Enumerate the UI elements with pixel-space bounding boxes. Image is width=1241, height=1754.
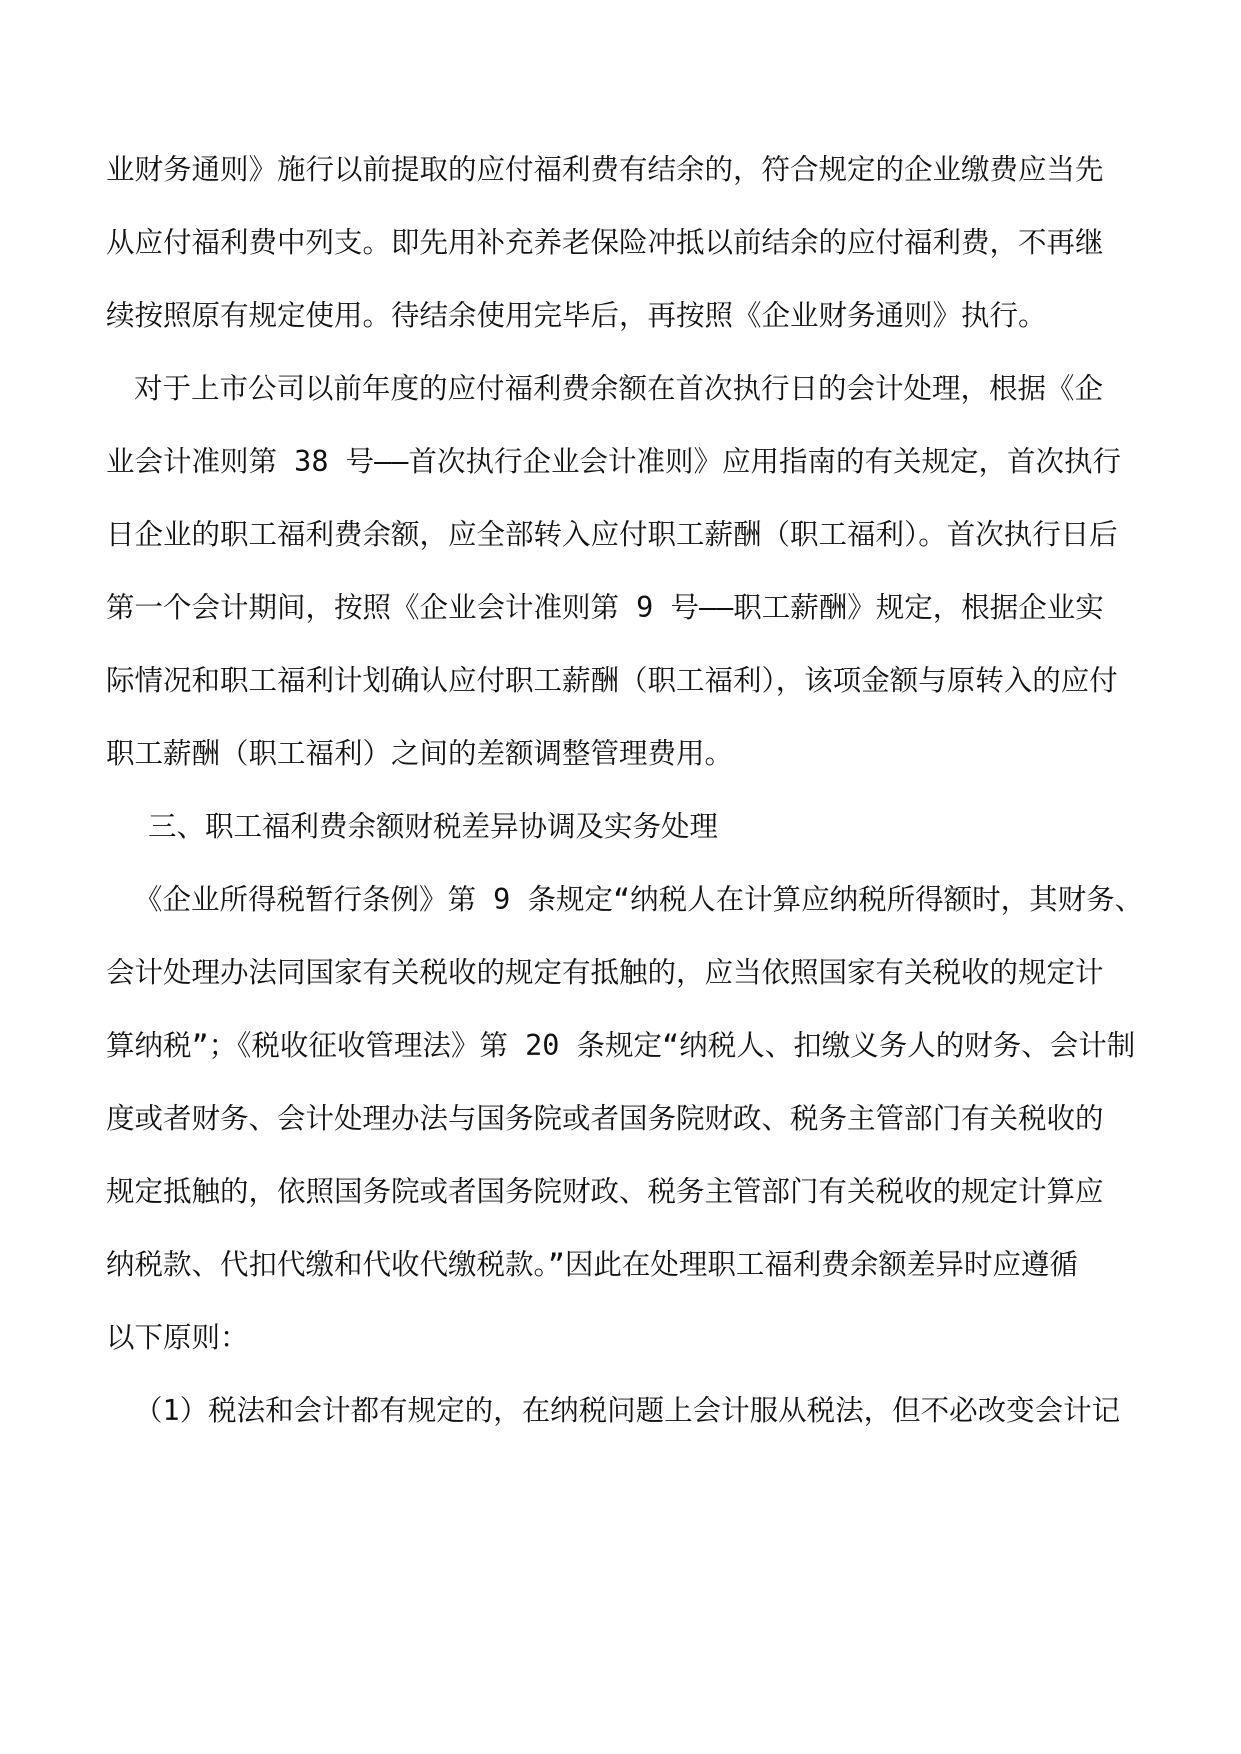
- paragraph-line: 业财务通则》施行以前提取的应付福利费有结余的，符合规定的企业缴费应当先: [106, 153, 1104, 186]
- paragraph-line: 《企业所得税暂行条例》第 9 条规定“纳税人在计算应纳税所得额时，其财务、: [134, 883, 1144, 916]
- paragraph-line: 续按照原有规定使用。待结余使用完毕后，再按照《企业财务通则》执行。: [106, 299, 1047, 332]
- paragraph-line: 规定抵触的，依照国务院或者国务院财政、税务主管部门有关税收的规定计算应: [106, 1175, 1104, 1208]
- paragraph-line: 纳税款、代扣代缴和代收代缴税款。”因此在处理职工福利费余额差异时应遵循: [106, 1248, 1078, 1281]
- paragraph-line: 日企业的职工福利费余额，应全部转入应付职工薪酬（职工福利）。首次执行日后: [106, 518, 1118, 551]
- paragraph-line: 算纳税”；《税收征收管理法》第 20 条规定“纳税人、扣缴义务人的财务、会计制: [106, 1029, 1136, 1062]
- paragraph-line: 以下原则：: [106, 1321, 249, 1354]
- paragraph-line: 职工薪酬（职工福利）之间的差额调整管理费用。: [106, 737, 734, 770]
- section-heading: 三、职工福利费余额财税差异协调及实务处理: [148, 810, 719, 843]
- paragraph-line: 度或者财务、会计处理办法与国务院或者国务院财政、税务主管部门有关税收的: [106, 1102, 1104, 1135]
- paragraph-line: 业会计准则第 38 号——首次执行企业会计准则》应用指南的有关规定，首次执行: [106, 445, 1121, 478]
- paragraph-line: 对于上市公司以前年度的应付福利费余额在首次执行日的会计处理，根据《企: [134, 372, 1104, 405]
- paragraph-line: 会计处理办法同国家有关税收的规定有抵触的，应当依照国家有关税收的规定计: [106, 956, 1104, 989]
- paragraph-line: 从应付福利费中列支。即先用补充养老保险冲抵以前结余的应付福利费，不再继: [106, 226, 1104, 259]
- paragraph-line: 际情况和职工福利计划确认应付职工薪酬（职工福利），该项金额与原转入的应付: [106, 664, 1118, 697]
- paragraph-line: （1）税法和会计都有规定的，在纳税问题上会计服从税法，但不必改变会计记: [134, 1394, 1121, 1427]
- paragraph-line: 第一个会计期间，按照《企业会计准则第 9 号——职工薪酬》规定，根据企业实: [106, 591, 1104, 624]
